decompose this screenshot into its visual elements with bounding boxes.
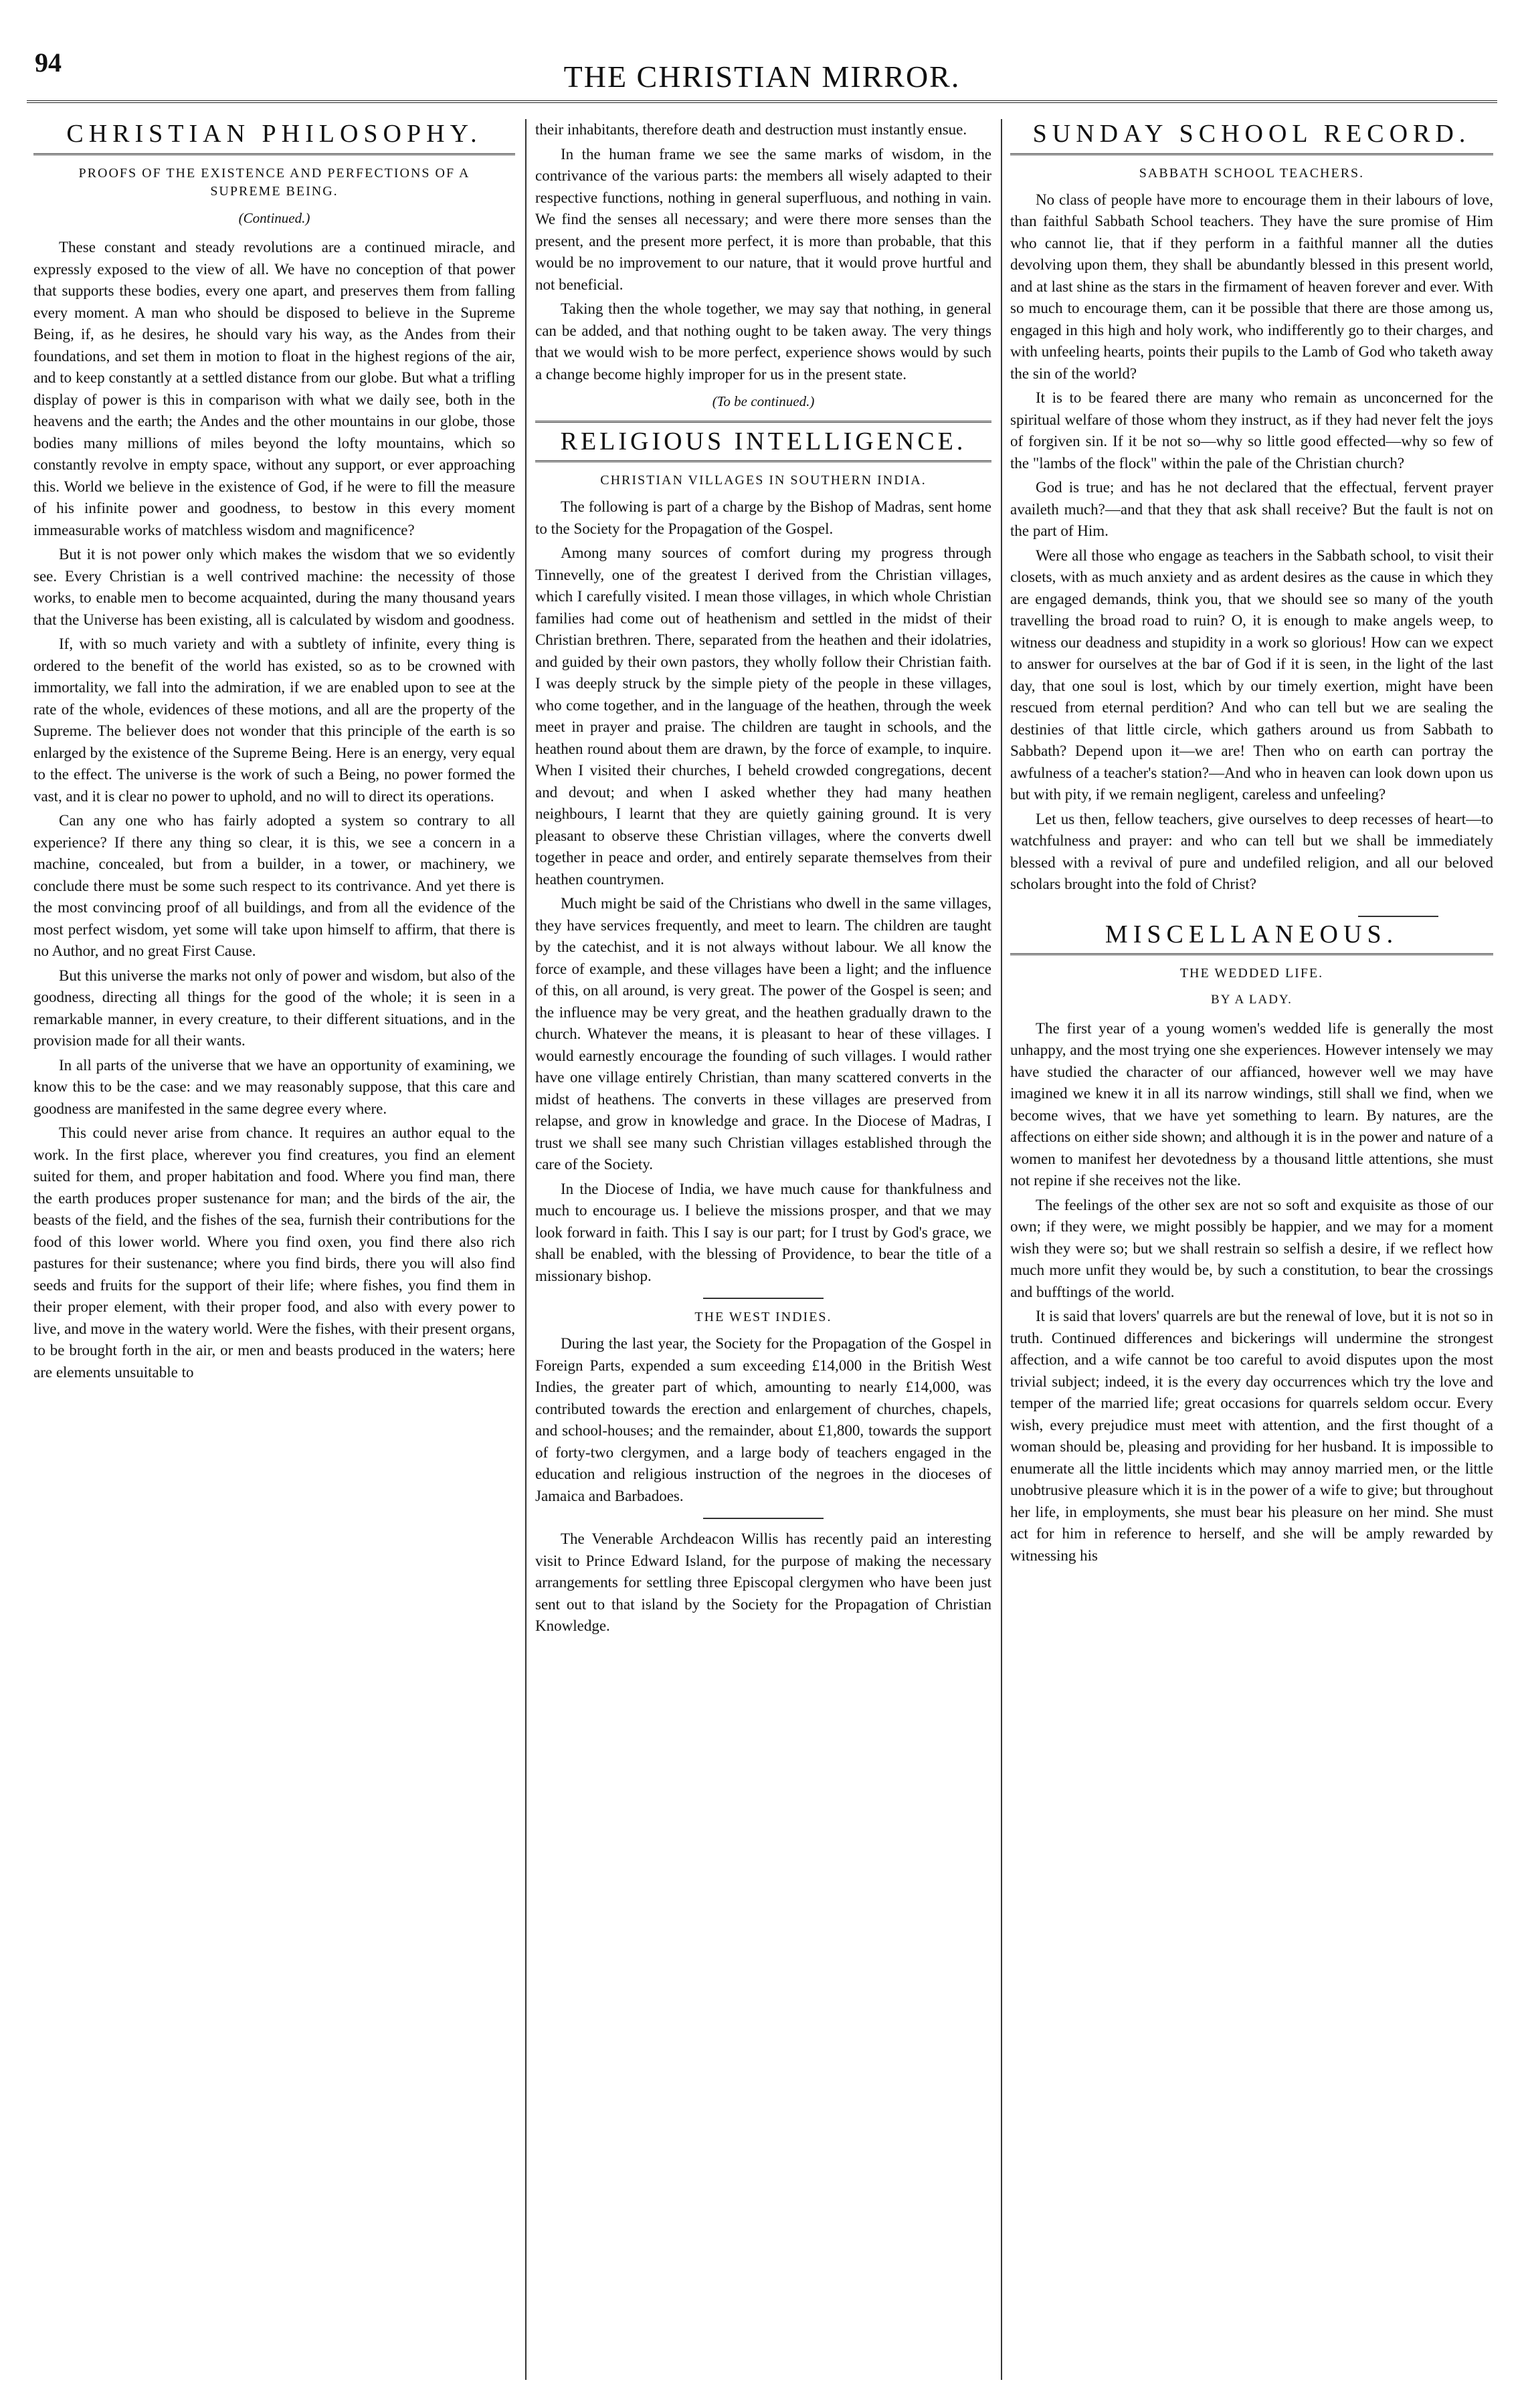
article-title: PROOFS OF THE EXISTENCE AND PERFECTIONS OF A SUPREME BEING. <box>78 165 470 199</box>
paragraph: God is true; and has he not declared that the effectual, fervent prayer availeth much?—and that they that ask shall receive? But the fault is not on the part of Him. <box>1010 479 1493 539</box>
paragraph: This could never arise from chance. It requires an author equal to the work. In the first place, wherever you find creatures, you find an element suited for them, and proper habitation and food. Where you find man, there the earth produces proper sustenance for man; and the birds of the air, the beasts of the field, and the fishes of the sea, furnish their contributions for the food of this lower world. Where you find oxen, you find there also rich pastures for their sustenance; where you find birds, there you will also find seeds and fruits for the support of their life; where fishes, you find them in their proper element, with their proper food, and also with every power to live, and move in the watery world. Were the fishes, with their present organs, to be brought forth in the air, or men and beasts produced in the waters; here are elements unsuitable to <box>33 1124 515 1381</box>
article-title: THE WEST INDIES. <box>694 1310 832 1324</box>
section-heading: SUNDAY SCHOOL RECORD. <box>1010 123 1493 155</box>
paragraph: It is said that lovers' quarrels are but the renewal of love, but it is not so in truth. Continued differences and bickerings will undermine the strongest affection, and a wife cannot be too careful to avoid disputes upon the most trivial subject; indeed, it is the every day occurrences which try the love and temper of the married life; great occasions for quarrels seldom occur. Every wish, every prejudice must meet with attention, and the first thought of a woman should be, pleasing and providing for her husband. It is impossible to enumerate all the little incidents which may annoy married men, or the little unobtrusive pleasure which it is in the power of a wife to give; but throughout her life, in employments, she must bear his pleasure on her mind. She must act for him in reference to herself, and she will be amply rewarded by witnessing his <box>1010 1308 1493 1564</box>
paragraph: Were all those who engage as teachers in the Sabbath school, to visit their closets, with as much anxiety and as ardent desires as the cause in which they are engaged demands, think you, that we should see so many of the youth travelling the broad road to ruin? O, it is enough to make angels weep, to witness our deadness and stupidity in a work so glorious! How can we expect to answer for ourselves at the bar of God if it is seen, in the light of the last day, that one soul is lost, which by our timely exertion, might have been rescued from eternal perdition? And who can tell but we are sealing the destinies of that little circle, which gathers around us from Sabbath to Sabbath? Depend upon it—we are! Then who on earth can portray the awfulness of a teacher's station?—And who in heaven can look down upon us but with pity, if we remain negligent, careless and unfeeling? <box>1010 546 1493 803</box>
column-rule <box>1001 119 1002 2380</box>
article-title: THE WEDDED LIFE. <box>1179 966 1324 981</box>
paragraph: During the last year, the Society for the Propagation of the Gospel in Foreign Parts, expended a sum exceeding £14,000 in the British West Indies, the greater part of which, amounting to nearly £14,000, was contributed towards the erection and enlargement of churches, chapels, and school-houses; and the remainder, about £1,800, towards the support of forty-two clergymen, and a large body of teachers engaged in the education and religious instruction of the negroes in the dioceses of Jamaica and Barbadoes. <box>535 1335 991 1504</box>
paragraph: In the Diocese of India, we have much cause for thankfulness and much to encourage us. I believe the missions prosper, and that we may look forward in faith. This I say is our part; for I trust by God's grace, we shall be enabled, with the blessing of Providence, to bear the title of a missionary bishop. <box>535 1180 991 1284</box>
paragraph: The Venerable Archdeacon Willis has recently paid an interesting visit to Prince Edward Island, for the purpose of making the necessary arrangements for settling three Episcopal clergymen who have been just sent out to that island by the Society for the Propagation of Christian Knowledge. <box>535 1530 991 1634</box>
paragraph: Much might be said of the Christians who dwell in the same villages, they have services frequently, and meet to learn. The children are taught by the catechist, and it is not always without labour. We all know the force of example, and these villages have been a light; and the influence of this, on all around, is very great. The power of the Gospel is seen; and the influence may be very great, and the heathen gradually drawn to the church. Whatever the means, it is pleasant to hear of these villages. I would earnestly encourage the founding of such villages. I would rather have one village entirely Christian, than many scattered converts in the midst of heathens. The converts in these villages are preserved from relapse, and grow in knowledge and grace. In the Diocese of Madras, I trust we shall see many such Christian villages established through the care of the Society. <box>535 895 991 1173</box>
paragraph: Let us then, fellow teachers, give ourselves to deep recesses of heart—to watchfulness and prayer: and who can tell but we shall be immediately blessed with a revival of pure and undefiled religion, and all our beloved scholars brought into the fold of Christ? <box>1010 810 1493 892</box>
paragraph: But this universe the marks not only of power and wisdom, but also of the goodness, directing all things for the good of the whole; it is seen in a remarkable manner, in every creature, to their different situations, and in the provision made for all their wants. <box>33 967 515 1049</box>
article-divider <box>1358 916 1438 917</box>
paragraph: If, with so much variety and with a subtlety of infinite, every thing is ordered to the benefit of the world has existed, so as to be crowned with immortality, we fall into the admiration, if we are enabled upon to see at the rate of the whole, evidences of these motions, and all are the property of the Supreme. The believer does not wonder that this principle of the earth is so enlarged by the existence of the Supreme Being. Here is an energy, very equal to the effect. The universe is the work of such a Being, no power formed the vast, and it is clear no power to uphold, and no will to direct its operations. <box>33 635 515 805</box>
byline: BY A LADY. <box>1211 993 1293 1007</box>
column-right <box>1010 119 1493 2380</box>
continued-note: (Continued.) <box>238 209 310 226</box>
article-title: CHRISTIAN VILLAGES IN SOUTHERN INDIA. <box>600 473 927 488</box>
paragraph: But it is not power only which makes the wisdom that we so evidently see. Every Christian is a well contrived machine: the necessity of those works, to enable men to become acquainted, during the many thousand years that the Universe has been existing, all is calculated by wisdom and goodness. <box>33 546 515 628</box>
page-number: 94 <box>35 47 62 78</box>
article-divider <box>703 1298 824 1299</box>
column-middle <box>535 119 991 2380</box>
paragraph: In the human frame we see the same marks of wisdom, in the contrivance of the various parts: the members all wisely adapted to their respective functions, nothing in general superfluous, and nothing in vain. We find the senses all necessary; and were there more senses than the present, and the present more perfect, it is more than probable, that this would be no improvement to our nature, that it would prove hurtful and not beneficial. <box>535 145 991 293</box>
paragraph: In all parts of the universe that we have an opportunity of examining, we know this to be the case: and we may reasonably suppose, that this care and goodness are manifested in the same degree every where. <box>33 1056 515 1117</box>
section-heading: MISCELLANEOUS. <box>1010 924 1493 956</box>
paragraph: It is to be feared there are many who remain as unconcerned for the spiritual welfare of those whom they instruct, as if they had never felt the joys of forgiven sin. If it be not so—why so little good effected—why so few of the "lambs of the flock" within the pale of the Christian church? <box>1010 389 1493 472</box>
section-heading: CHRISTIAN PHILOSOPHY. <box>33 123 515 155</box>
paragraph: their inhabitants, therefore death and destruction must instantly ensue. <box>535 121 967 138</box>
paragraph: The feelings of the other sex are not so soft and exquisite as those of our own; if they were, we might possibly be happier, and we may for a moment wish they were so; but we shall restrain so selfish a desire, if we reflect how much more unfit they would be, by such a constitution, to bear the crossings and bufftings of the world. <box>1010 1196 1493 1300</box>
masthead-rule <box>27 100 1497 103</box>
paragraph: These constant and steady revolutions are a continued miracle, and expressly exposed to the view of all. We have no conception of that power that supports these bodies, every one apart, and preserves them from falling every moment. A man who should be disposed to believe in the Supreme Being, if, as he desires, he should vary his way, as the Andes from their foundations, and set them in motion to float in the highest regions of the air, and to keep constantly at a settled distance from our globe. But what a trifling display of power is this in comparison with what we daily see, both in the heavens and the earth; the Andes and the other mountains in our globe, those bodies many millions of miles beyond the lofty mountains, which so constantly revolve in empty space, without any support, or ever approaching this. World we believe in the existence of God, if he were to fill the measure of his infinite power and goodness, to bestow in this every moment immeasurable works of matchless wisdom and magnificence? <box>33 239 515 538</box>
paragraph: The following is part of a charge by the Bishop of Madras, sent home to the Society for the Propagation of the Gospel. <box>535 498 991 537</box>
section-heading: RELIGIOUS INTELLIGENCE. <box>535 421 991 463</box>
masthead-title: THE CHRISTIAN MIRROR. <box>563 60 961 94</box>
article-divider <box>703 1518 824 1519</box>
paragraph: No class of people have more to encourage them in their labours of love, than faithful Sabbath School teachers. They have the sure promise of Him who cannot lie, that if they perform in a faithful manner all the duties devolving upon them, they shall be abundantly blessed in this present world, and at last shine as the stars in the firmament of heaven forever and ever. With so much to encourage them, can it be possible that there are those among us, engaged in this high and holy work, who indifferently go to their charges, and with unfeeling hearts, points their pupils to the Lamb of God who taketh away the sin of the world? <box>1010 191 1493 382</box>
article-title: SABBATH SCHOOL TEACHERS. <box>1139 165 1365 181</box>
paragraph: Can any one who has fairly adopted a system so contrary to all experience? If there any thing so clear, it is this, we see a concern in a machine, concealed, but from a builder, in a tower, or machinery, we conclude there must be some such respect to its contrivance. And yet there is the most convincing proof of all buildings, and from all the evidence of the most perfect wisdom, yet some will take upon himself to affirm, that there is no Author, and no great First Cause. <box>33 812 515 959</box>
to-be-continued-note: (To be continued.) <box>712 393 815 409</box>
column-rule <box>525 119 527 2380</box>
paragraph: Taking then the whole together, we may say that nothing, in general can be added, and that nothing ought to be taken away. The very things that we would wish to be more perfect, experience shows would by such a change become highly improper for us in the present state. <box>535 300 991 383</box>
paragraph: Among many sources of comfort during my progress through Tinnevelly, one of the greatest I derived from the Christian villages, which I carefully visited. I mean those villages, in which whole Christian families had come out of heathenism and settled in the midst of their Christian brethren. There, separated from the heathen and their idolatries, and guided by their own pastors, they wholly follow their Christian faith. I was deeply struck by the simple piety of the people in these villages, who come together, and in the language of the heathen, through the week meet in prayer and praise. The children are taught in schools, and the heathen round about them are drawn, by the force of example, to inquire. When I visited their churches, I beheld crowded congregations, decent and devout; and when I asked whether they had many heathen neighbours, I learnt that they are quietly gaining ground. It is very pleasant to observe these Christian villages, where the converts dwell together in peace and order, and entirely separate themselves from their heathen countrymen. <box>535 544 991 888</box>
paragraph: The first year of a young women's wedded life is generally the most unhappy, and the most trying one she experiences. However intensely we may have studied the character of our affianced, however well we may have imagined we knew it in all its narrow windings, still shall we find, when we become wives, that we have yet something to learn. By natures, are the affections on either side shown; and although it is in the power and nature of a women to manifest her devotedness by a thousand little attentions, she must not repine if she receives not the like. <box>1010 1019 1493 1189</box>
column-left <box>33 119 515 2380</box>
